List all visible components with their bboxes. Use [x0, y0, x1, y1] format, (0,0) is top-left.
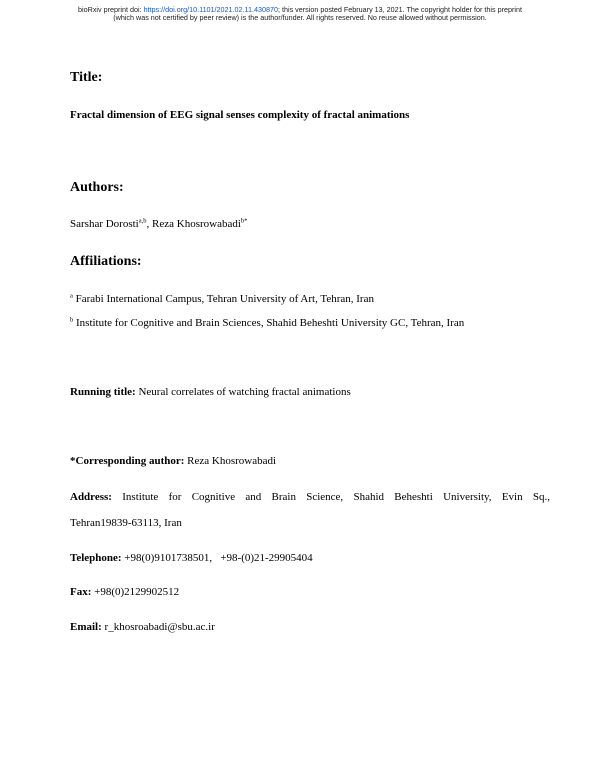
running-title	[70, 386, 351, 398]
telephone	[70, 552, 313, 564]
affiliation-a	[70, 293, 374, 305]
author-list	[70, 218, 247, 230]
corresponding-author-value: Reza Khosrowabadi	[184, 455, 277, 467]
paper-title: Fractal dimension of EEG signal senses complexity of fractal animations	[70, 109, 410, 121]
doi-link[interactable]: https://doi.org/10.1101/2021.02.11.430870	[143, 5, 278, 14]
affiliation-text: Farabi International Campus, Tehran University of Art, Tehran, Iran	[72, 293, 374, 305]
address-label: Address:	[70, 491, 112, 503]
email	[70, 621, 215, 633]
corresponding-author-label: *Corresponding author:	[70, 455, 185, 467]
corresponding-author	[70, 455, 276, 467]
fax-value: +98(0)2129902512	[91, 586, 180, 598]
address-line-2: Tehran19839-63113, Iran	[70, 517, 182, 529]
running-title-label: Running title:	[70, 386, 136, 398]
author-2-name: Reza Khosrowabadi	[152, 218, 241, 230]
preprint-header-line-2: (which was not certified by peer review) is the author/funder. All rights reserved. No reuse allowed without permission.	[113, 13, 487, 22]
affiliation-marker: b	[70, 316, 74, 324]
telephone-value: +98(0)9101738501, +98-(0)21-29905404	[121, 552, 313, 564]
title-heading: Title:	[70, 70, 103, 85]
header-suffix: ; this version posted February 13, 2021. The copyright holder for this preprint	[277, 5, 522, 14]
author-separator: ,	[146, 218, 153, 230]
email-label: Email:	[70, 621, 102, 633]
author-1-name: Sarshar Dorosti	[70, 218, 139, 230]
author-1-affiliation-marker: a,b	[138, 217, 147, 225]
fax-label: Fax:	[70, 586, 92, 598]
running-title-value: Neural correlates of watching fractal animations	[135, 386, 351, 398]
telephone-label: Telephone:	[70, 552, 122, 564]
address-value-line-1: Institute for Cognitive and Brain Science, Shahid Beheshti University, Evin Sq.,	[111, 491, 550, 503]
address-line-1	[70, 491, 550, 503]
affiliation-b	[70, 317, 464, 329]
authors-heading: Authors:	[70, 180, 124, 195]
fax	[70, 586, 179, 598]
email-value[interactable]: r_khosroabadi@sbu.ac.ir	[101, 621, 215, 633]
affiliation-marker: a	[70, 292, 73, 300]
author-2-affiliation-marker: b*	[240, 217, 248, 225]
header-prefix: bioRxiv preprint doi:	[78, 5, 144, 14]
affiliations-heading: Affiliations:	[70, 254, 142, 269]
affiliation-text: Institute for Cognitive and Brain Sciences, Shahid Beheshti University GC, Tehran, Iran	[73, 317, 465, 329]
